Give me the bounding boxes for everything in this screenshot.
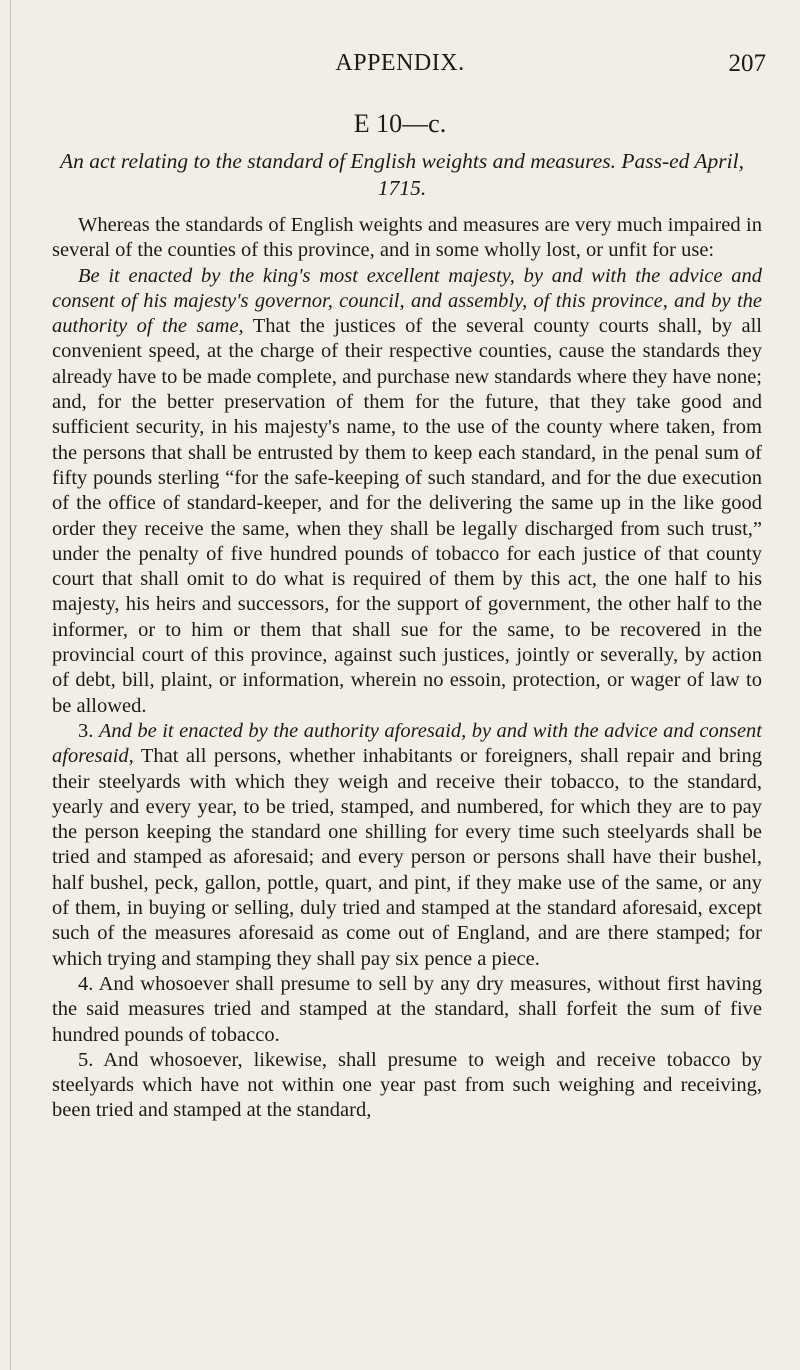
act-body [52, 213, 762, 1124]
section-3-paragraph [52, 719, 762, 972]
section-number: 3. [78, 719, 94, 742]
enacting-clause: And be it enacted by the authority aforesaid, by and with the advice and consent aforesaid, [52, 719, 762, 768]
page-header [0, 50, 800, 90]
page-edge-line [10, 0, 11, 1370]
paragraph-text: That all persons, whether inhabitants or foreigners, shall repair and bring their steelyards with which they weigh and receive their tobacco, to the standard, yearly and every year, to be tried, stamped, and numbered, for which they are to pay the person keeping the standard one shilling for every time such steelyards shall be tried and stamped as aforesaid; and every person or persons shall have their bushel, half bushel, peck, gallon, pottle, quart, and pint, if they make use of the same, or any of them, in buying or selling, duly tried and stamped at the standard aforesaid, except such of the measures aforesaid as come out of England, and are there stamped; for which trying and stamping they shall pay six pence a piece. [52, 745, 762, 970]
section-number: 4. [78, 972, 94, 995]
page-number: 207 [728, 50, 766, 77]
section-4-paragraph [52, 972, 762, 1048]
paragraph-text: And whosoever, likewise, shall presume to weigh and receive tobacco by steelyards which have not within one year past from such weighing and receiving, been tried and stamped at the standard, [52, 1048, 762, 1122]
enacting-paragraph [52, 264, 762, 719]
paragraph-text: And whosoever shall presume to sell by any dry measures, without first having the said measures tried and stamped at the standard, shall forfeit the sum of five hundred pounds of tobacco. [52, 972, 762, 1046]
section-5-paragraph [52, 1048, 762, 1124]
running-head: APPENDIX. [335, 50, 465, 76]
section-number: 5. [78, 1048, 94, 1071]
paragraph-text: Whereas the standards of English weights and measures are very much impaired in several of the counties of this province, and in some wholly lost, or unfit for use: [52, 214, 762, 262]
act-title: An act relating to the standard of English weights and measures. Pass-ed April, 1715. [60, 149, 744, 200]
section-mark: E 10—c. [353, 109, 447, 138]
preamble-paragraph [52, 213, 762, 264]
paragraph-text: That the justices of the several county courts shall, by all convenient speed, at the charge of their respective counties, cause the standards they already have to be made complete, and purchase new standards where they have none; and, for the better preservation of them for the future, that they take good and sufficient security, in his majesty's name, to the use of the county where taken, from the persons that shall be entrusted by them to keep each standard, in the penal sum of fifty pounds sterling “for the safe-keeping of such standard, and for the due execution of the office of standard-keeper, and for the delivering the same up in the like good order they receive the same, when they shall be legally discharged from such trust,” under the penalty of five hundred pounds of tobacco for each justice of that county court that shall omit to do what is required of them by this act, the one half to his majesty, his heirs and successors, for the support of government, the other half to the informer, or to him or them that shall sue for the same, to be recovered in the provincial court of this province, against such justices, jointly or severally, by action of debt, bill, plaint, or information, wherein no essoin, protection, or wager of law to be allowed. [52, 315, 762, 717]
enacting-clause: Be it enacted by the king's most excellent majesty, by and with the advice and consent of his majesty's governor, council, and assembly, of this province, and by the authority of the same, [52, 264, 762, 338]
